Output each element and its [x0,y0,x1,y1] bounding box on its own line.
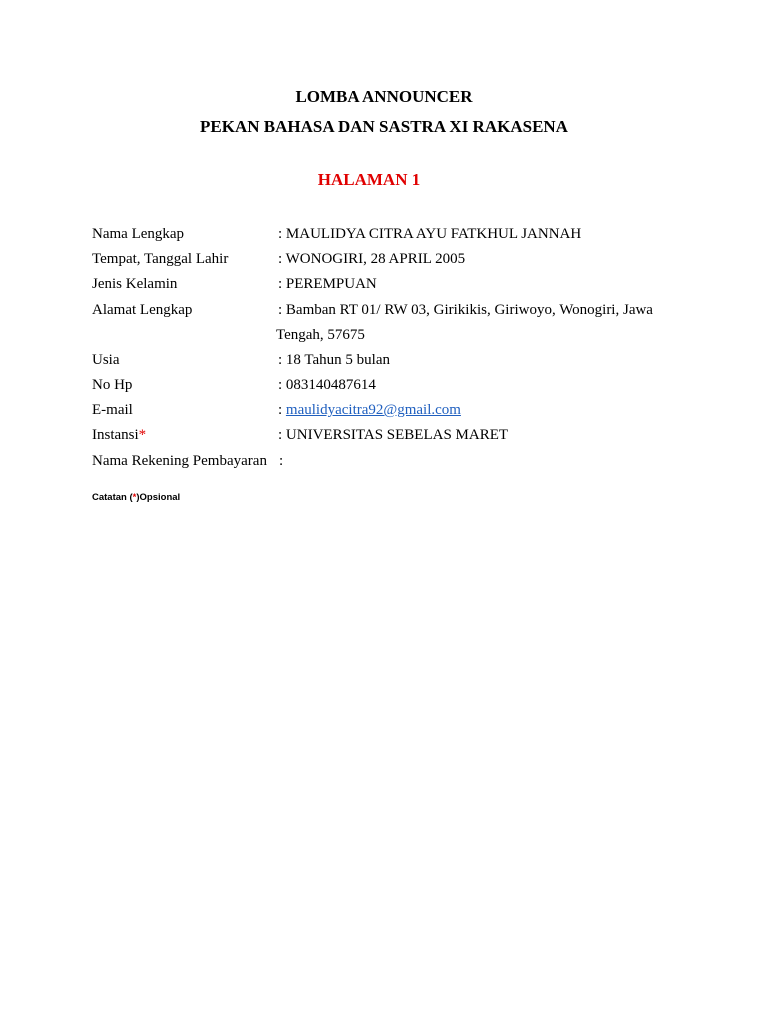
email-value-wrap [278,400,461,420]
nama-label: Nama Lengkap [92,226,185,242]
field-email [92,400,692,420]
title-line-1: LOMBA ANNOUNCER [295,87,473,106]
jk-value: : PEREMPUAN [278,276,377,292]
field-rekening [92,451,692,471]
note-suffix: )Opsional [136,492,181,503]
usia-label: Usia [92,352,120,368]
jk-label: Jenis Kelamin [92,276,178,292]
field-alamat [92,300,692,346]
instansi-value: : UNIVERSITAS SEBELAS MARET [278,427,509,443]
ttl-value: : WONOGIRI, 28 APRIL 2005 [278,251,466,267]
page-label: HALAMAN 1 [317,170,421,189]
usia-value: : 18 Tahun 5 bulan [278,352,390,368]
note-optional [92,492,180,503]
rekening-value: : [279,453,284,469]
field-nama [92,224,692,244]
email-link[interactable]: maulidyacitra92@gmail.com [285,402,461,418]
title-line-2: PEKAN BAHASA DAN SASTRA XI RAKASENA [200,117,568,136]
field-usia [92,350,692,370]
required-mark: * [138,427,147,443]
field-jenis-kelamin [92,274,692,294]
field-hp [92,375,692,395]
alamat-value-line1: : Bamban RT 01/ RW 03, Girikikis, Giriwoyo, Wonogiri, Jawa [278,302,653,318]
note-prefix: Catatan ( [92,492,133,503]
field-ttl [92,249,692,269]
alamat-value-line2: Tengah, 57675 [276,327,365,343]
nama-value: : MAULIDYA CITRA AYU FATKHUL JANNAH [278,226,582,242]
field-instansi [92,425,692,445]
hp-label: No Hp [92,377,133,393]
rekening-label: Nama Rekening Pembayaran [92,453,267,469]
instansi-label: Instansi [92,427,139,443]
email-colon: : [278,402,286,418]
instansi-label-wrap [92,425,146,445]
note-mark: * [132,492,137,503]
alamat-label: Alamat Lengkap [92,302,193,318]
email-label: E-mail [92,402,133,418]
ttl-label: Tempat, Tanggal Lahir [92,251,229,267]
hp-value: : 083140487614 [278,377,376,393]
